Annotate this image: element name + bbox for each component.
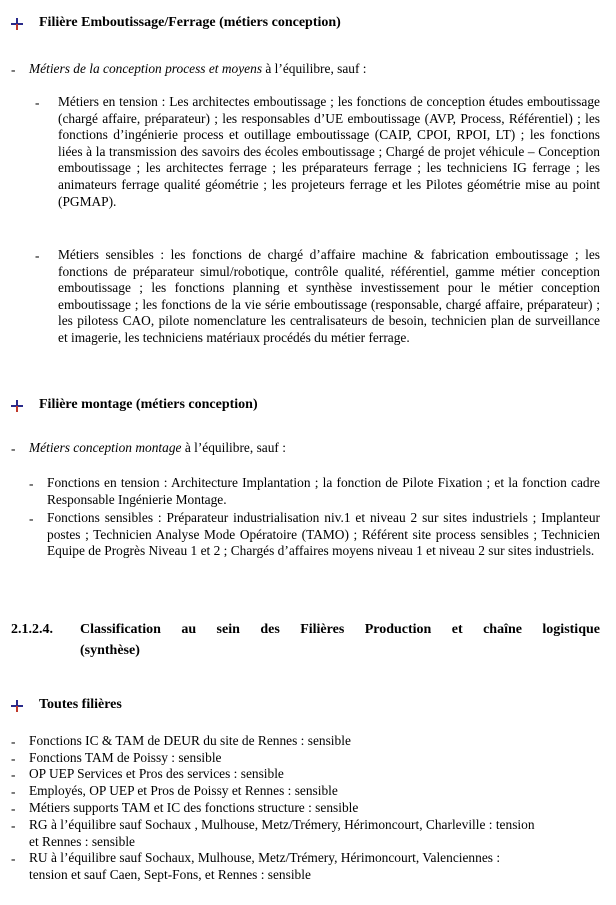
list-dash: - [11,441,16,456]
list-dash: - [11,767,16,782]
section-title-line1: Classification au sein des Filières Production et chaîne logistique [80,622,600,637]
section-intro [29,440,286,456]
section-heading-emboutissage: Filière Emboutissage/Ferrage (métiers conception) [39,15,341,30]
list-dash: - [29,476,34,491]
list-item: RG à l’équilibre sauf Sochaux , Mulhouse, Metz/Trémery, Hérimoncourt, Charleville : tension [29,817,535,832]
item-label: Fonctions sensibles : [47,510,162,525]
list-dash: - [11,751,16,766]
item-text: Préparateur industrialisation niv.1 et niveau 2 sur sites industriels ; Implanteur postes ; Technicien Analyse Mode Opératoire (TAMO) ; Référent site process sensibles ; Technicien Equipe de Progrès Niveau 1 et 2 ; Chargés d’affaires moyens niveau 1 et niveau 2 sur sites industriels. [47,510,600,559]
list-dash: - [35,248,40,263]
intro-rest: à l’équilibre, sauf : [181,440,286,455]
section-heading-toutes: Toutes filières [39,697,122,712]
list-item: Fonctions TAM de Poissy : sensible [29,750,222,765]
list-item: OP UEP Services et Pros des services : sensible [29,766,284,781]
list-dash: - [35,95,40,110]
item-label: Fonctions en tension : [47,475,168,490]
list-dash: - [11,851,16,866]
list-item-continuation: et Rennes : sensible [29,834,135,849]
list-dash: - [29,511,34,526]
list-dash: - [11,801,16,816]
list-item-continuation: tension et sauf Caen, Sept-Fons, et Rennes : sensible [29,867,311,882]
item-text: Les architectes emboutissage ; les fonctions de conception études emboutissage (chargé affaire, préparateur) ; les responsables d’UE emboutissage (AVP, Process, Référentiel) ; les fonctions d’ingénierie process et outillage emboutissage (CAIP, CPOI, RPOI, LT) ; les fonctions liées à la transmission des savoirs des écoles emboutissage ; Chargé de projet véhicule – Conception emboutissage ; les architectes ferrage ; les préparateurs ferrage ; les techniciens IG ferrage ; les animateurs ferrage qualité géométrie ; les projeteurs ferrage et les Pilotes géométrie mise au point (PGMAP). [58,94,600,209]
item-label: Métiers en tension : [58,94,166,109]
item-text: Architecture Implantation ; la fonction de Pilote Fixation ; et la fonction cadre Responsable Ingénierie Montage. [47,475,600,507]
intro-rest: à l’équilibre, sauf : [262,61,367,76]
arrow-bullet-icon [11,18,23,30]
list-dash: - [11,62,16,77]
arrow-bullet-icon [11,400,23,412]
list-dash: - [11,784,16,799]
intro-italic: Métiers de la conception process et moyens [29,61,263,76]
section-intro [29,61,367,77]
arrow-bullet-icon [11,700,23,712]
list-item-sensibles [58,247,600,347]
section-heading-montage: Filière montage (métiers conception) [39,397,258,412]
section-number: 2.1.2.4. [11,622,53,637]
list-item-fonctions-sensibles [47,510,600,560]
list-item-fonctions-tension [47,475,600,508]
item-text: les fonctions de chargé d’affaire machine & fabrication emboutissage ; les fonctions de préparateur simul/robotique, contrôle qualité, référentiel, gamme métier conception emboutissage ; les fonctions planning et synthèse investissement pour le métier conception emboutissage ; les fonctions de la vie série emboutissage (responsable, chargé affaire, préparateur) ; les pilotess CAO, pilote nomenclature les centralisateurs de besoin, technicien plan de surveillance et imagerie, les techniciens matériaux procédés du métier ferrage. [58,247,600,345]
intro-italic: Métiers conception montage [29,440,182,455]
list-item-tension [58,94,600,210]
list-item: Métiers supports TAM et IC des fonctions structure : sensible [29,800,359,815]
list-dash: - [11,734,16,749]
list-item: RU à l’équilibre sauf Sochaux, Mulhouse, Metz/Trémery, Hérimoncourt, Valenciennes : [29,850,501,865]
section-title-line2: (synthèse) [80,643,140,658]
list-item: Fonctions IC & TAM de DEUR du site de Rennes : sensible [29,733,351,748]
item-label: Métiers sensibles : [58,247,165,262]
list-item: Employés, OP UEP et Pros de Poissy et Rennes : sensible [29,783,338,798]
list-dash: - [11,818,16,833]
